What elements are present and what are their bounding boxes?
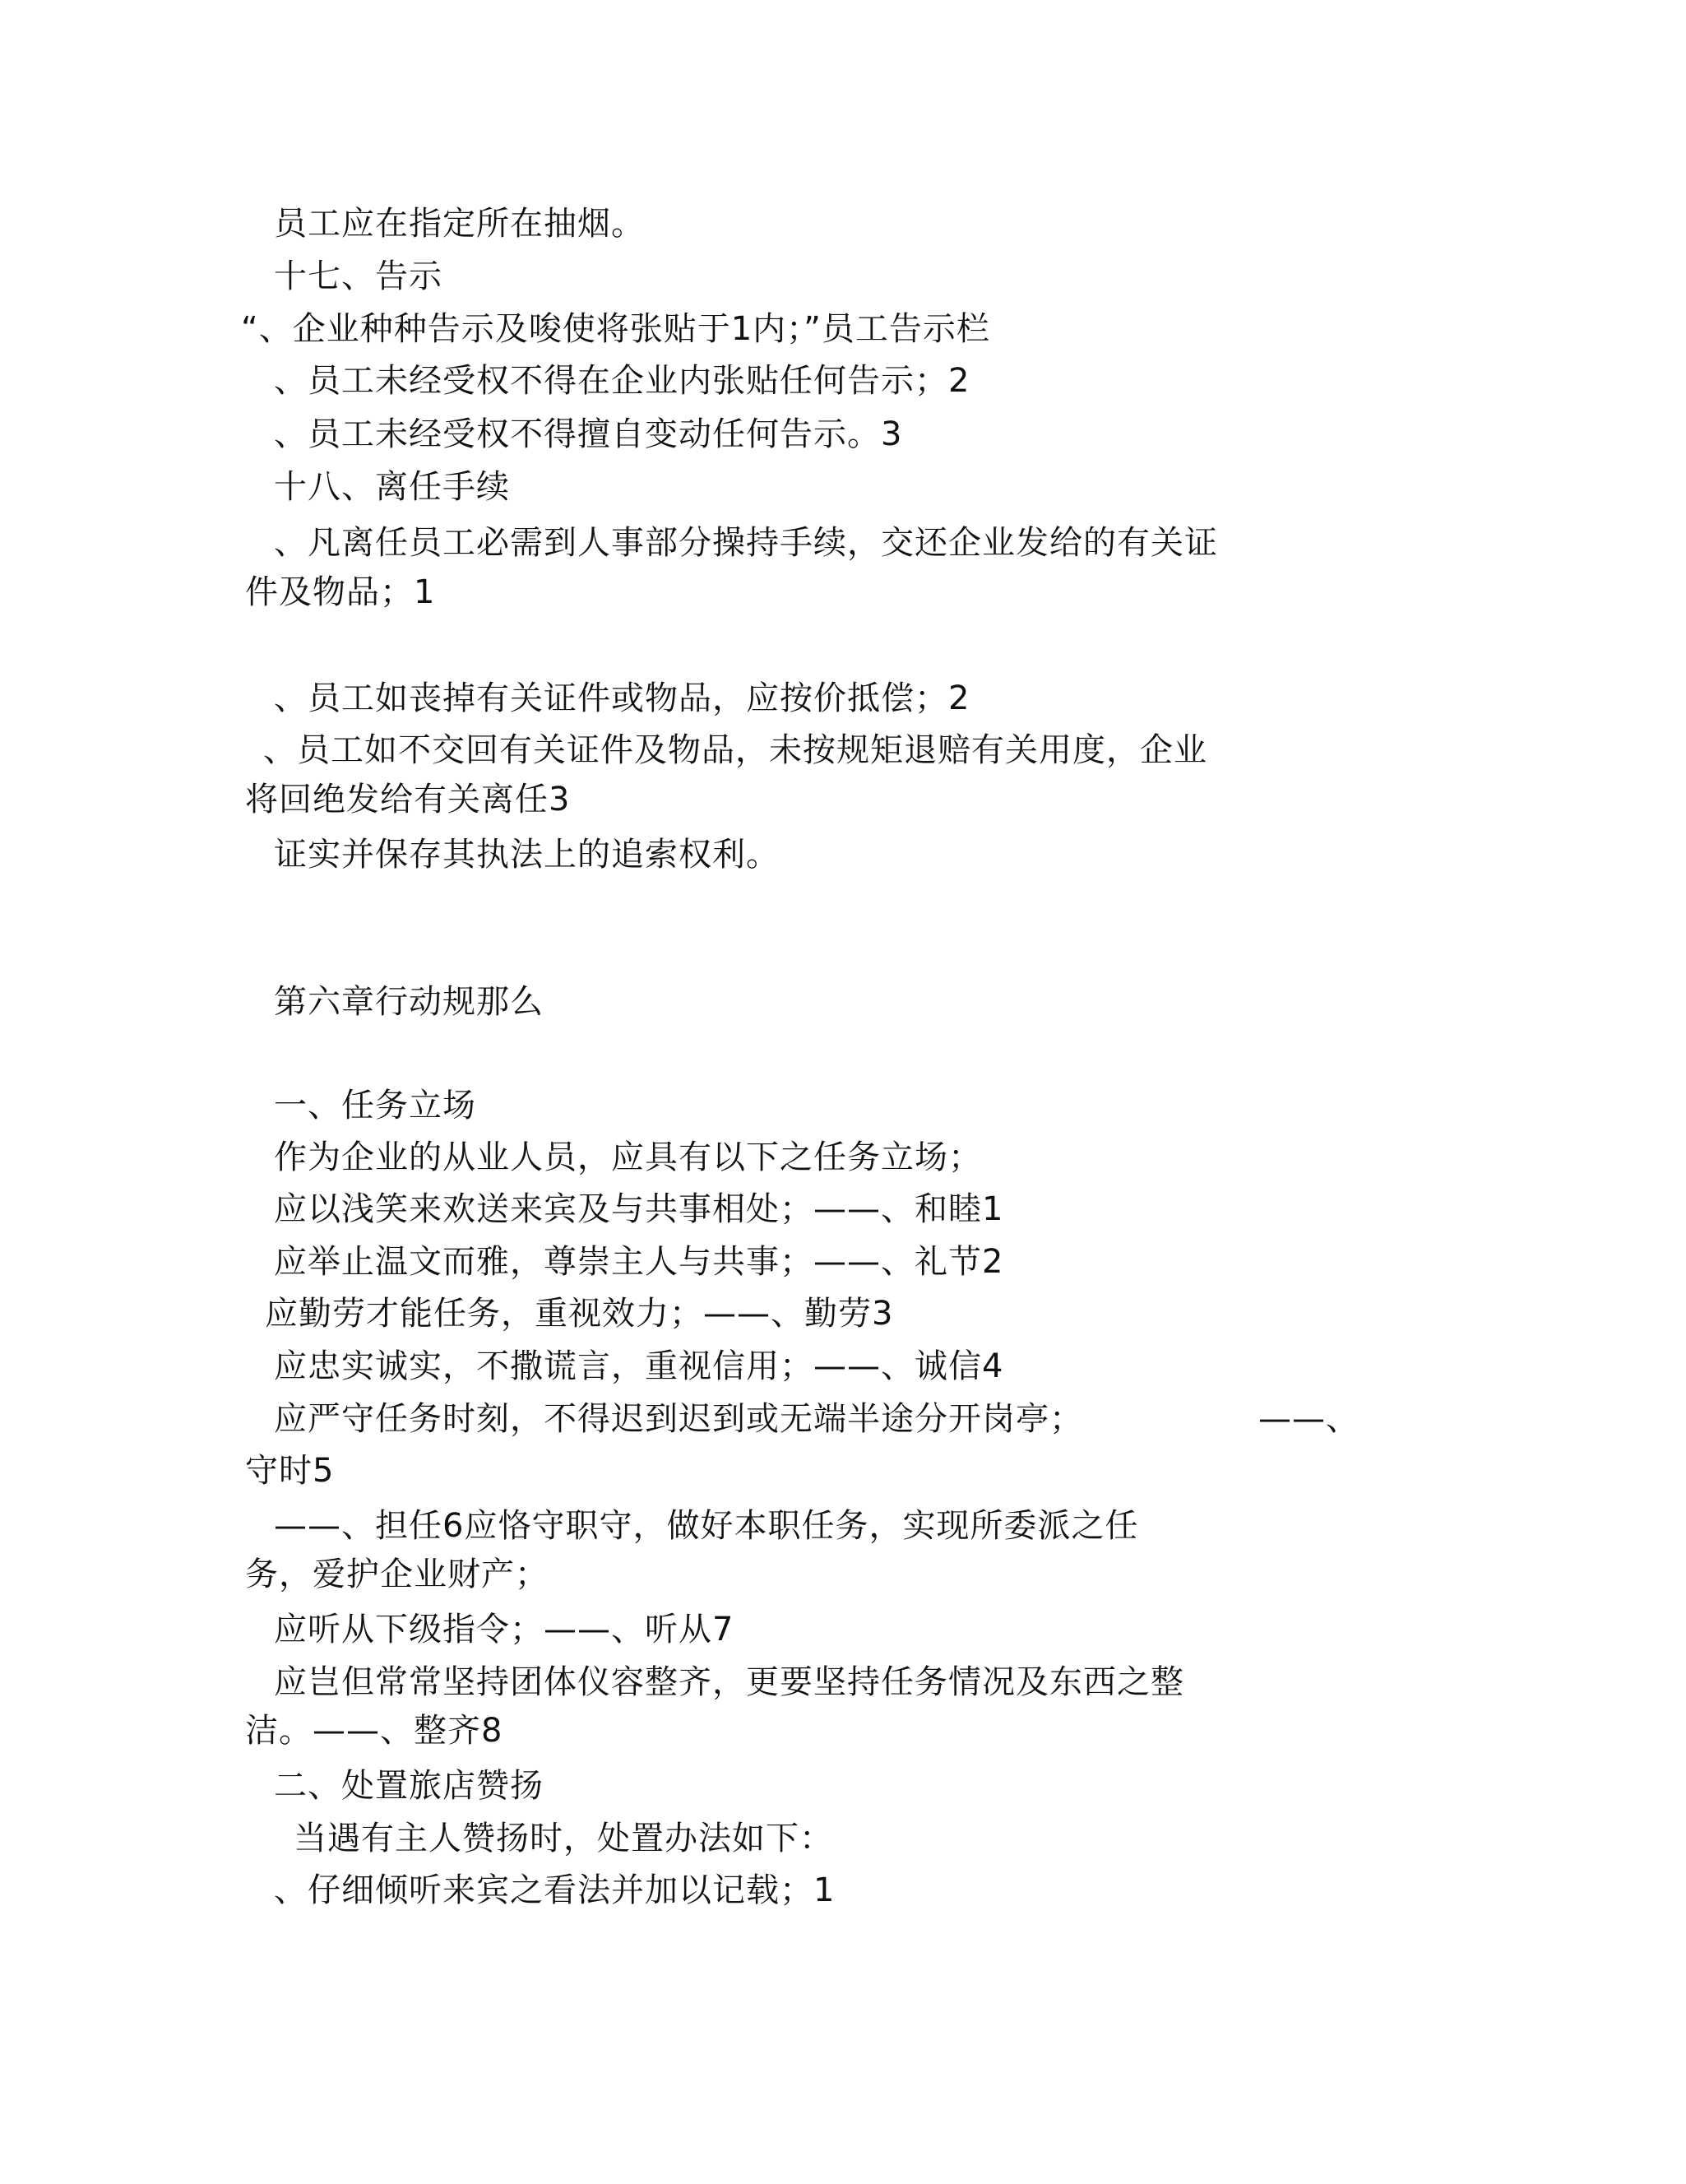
text-line: 、员工如不交回有关证件及物品，未按规矩退赔有关用度，企业: [263, 731, 1207, 769]
section-heading: 十七、告示: [274, 257, 442, 295]
text-line: 、员工如丧掉有关证件或物品，应按价抵偿；2: [274, 679, 970, 717]
text-line: 证实并保存其执法上的追索权利。: [274, 836, 780, 874]
text-line: 应听从下级指令；——、听从7: [274, 1611, 734, 1648]
section-heading: 二、处置旅店赞扬: [274, 1767, 544, 1805]
text-line: 件及物品；1: [245, 573, 436, 611]
text-line: 应岂但常常坚持团体仪容整齐，更要坚持任务情况及东西之整: [274, 1663, 1184, 1701]
text-line: 洁。——、整齐8: [245, 1712, 503, 1750]
text-line: ——、担任6应恪守职守，做好本职任务，实现所委派之任: [274, 1507, 1139, 1545]
text-line: 应忠实诚实，不撒谎言，重视信用；——、诚信4: [274, 1347, 1004, 1385]
text-line: 作为企业的从业人员，应具有以下之任务立场；: [274, 1138, 982, 1176]
text-line: 应举止温文而雅，尊崇主人与共事；——、礼节2: [274, 1243, 1004, 1281]
text-line: 务，爱护企业财产；: [245, 1556, 549, 1593]
text-line: 、仔细倾听来宾之看法并加以记载；1: [274, 1871, 836, 1909]
text-line: 守时5: [245, 1452, 335, 1490]
text-line: “、企业种种告示及唆使将张贴于1内；”员工告示栏: [241, 310, 990, 348]
text-line: 应严守任务时刻，不得迟到迟到或无端半途分开岗亭；: [274, 1400, 1083, 1438]
text-line: 、员工未经受权不得在企业内张贴任何告示；2: [274, 362, 970, 400]
text-line: 当遇有主人赞扬时，处置办法如下：: [294, 1820, 833, 1857]
text-line: ——、: [1258, 1400, 1359, 1438]
text-line: 、员工未经受权不得擅自变动任何告示。3: [274, 415, 903, 453]
text-line: 、凡离任员工必需到人事部分操持手续，交还企业发给的有关证: [274, 524, 1218, 562]
chapter-title: 第六章行动规那么: [274, 983, 544, 1021]
text-line: 应勤劳才能任务，重视效力；——、勤劳3: [265, 1295, 894, 1333]
section-heading: 一、任务立场: [274, 1087, 476, 1124]
text-line: 员工应在指定所在抽烟。: [274, 205, 645, 243]
text-line: 应以浅笑来欢送来宾及与共事相处；——、和睦1: [274, 1190, 1004, 1228]
section-heading: 十八、离任手续: [274, 468, 510, 506]
text-line: 将回绝发给有关离任3: [245, 781, 571, 818]
